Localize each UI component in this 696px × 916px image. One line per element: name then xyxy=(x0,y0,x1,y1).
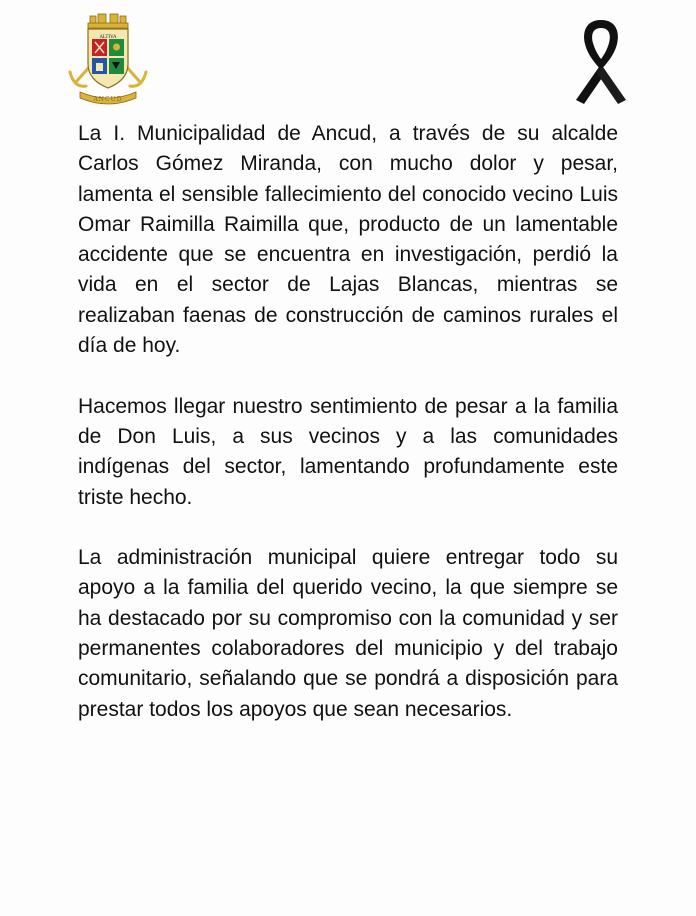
paragraph-1: La I. Municipalidad de Ancud, a través de su alcalde Carlos Gómez Miranda, con mucho dolor y pesar, lamenta el sensible fallecimiento del conocido vecino Luis Omar Raimilla Raimilla que, producto de un lamentable accidente que se encuentra en investigación, perdió la vida en el sector de Lajas Blancas, mientras se realizaban faenas de construcción de caminos rurales el día de hoy. xyxy=(78,122,618,358)
crest-motto-top: ALTIVA xyxy=(99,35,117,40)
black-mourning-ribbon-icon xyxy=(566,12,636,108)
mourning-ribbon xyxy=(566,12,636,108)
condolence-letter xyxy=(78,119,618,725)
paragraph-3: La administración municipal quiere entregar todo su apoyo a la familia del querido vecino, la que siempre se ha destacado por su compromiso con la comunidad y ser permanentes colaboradores del municipio y del trabajo comunitario, señalando que se pondrá a disposición para prestar todos los apoyos que sean necesarios. xyxy=(78,546,618,721)
ancud-coat-of-arms-icon xyxy=(66,12,150,108)
crest-scroll-label: ANCUD xyxy=(93,96,123,103)
ancud-coat-of-arms xyxy=(66,12,150,108)
paragraph-2: Hacemos llegar nuestro sentimiento de pesar a la familia de Don Luis, a sus vecinos y a las comunidades indígenas del sector, lamentando profundamente este triste hecho. xyxy=(78,394,618,509)
